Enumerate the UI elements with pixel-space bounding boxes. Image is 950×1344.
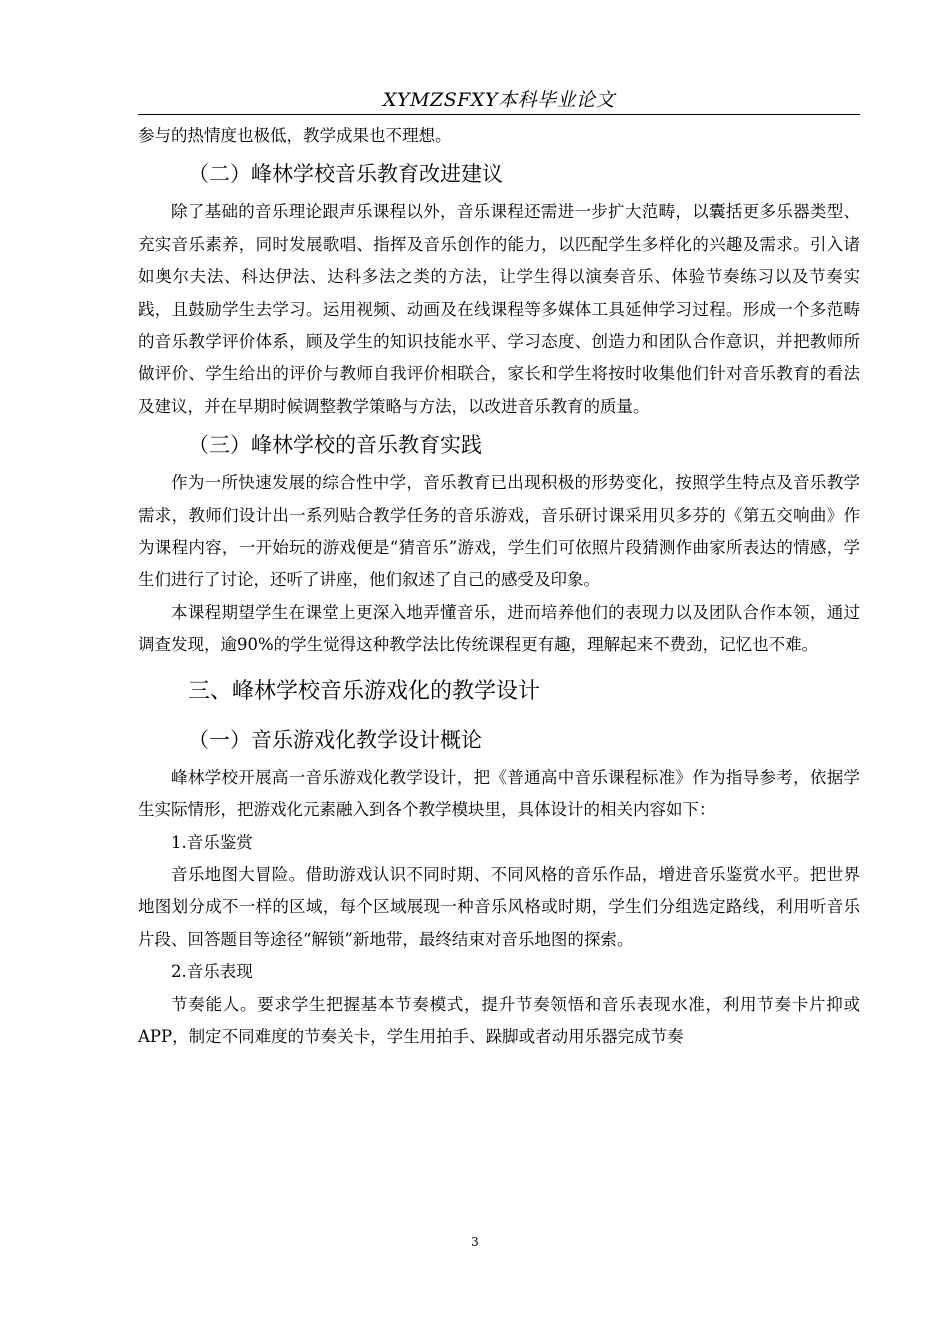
- paragraph: 本课程期望学生在课堂上更深入地弄懂音乐，进而培养他们的表现力以及团队合作本领，通过调查发现，逾90%的学生觉得这种教学法比传统课程更有趣，理解起来不费劲，记忆也不难。: [138, 602, 860, 655]
- section-heading: （二）峰林学校音乐教育改进建议: [188, 162, 503, 187]
- section-heading: （三）峰林学校的音乐教育实践: [188, 433, 482, 458]
- paragraph: 峰林学校开展高一音乐游戏化教学设计，把《普通高中音乐课程标准》作为指导参考，依据学生实际情形，把游戏化元素融入到各个教学模块里，具体设计的相关内容如下：: [138, 767, 860, 820]
- list-heading: 1.音乐鉴赏: [171, 832, 253, 852]
- header-title: XYMZSFXY本科毕业论文: [383, 89, 615, 111]
- list-heading: 2.音乐表现: [171, 962, 253, 982]
- paragraph: 参与的热情度也极低，教学成果也不理想。: [138, 126, 452, 145]
- paragraph: 除了基础的音乐理论跟声乐课程以外，音乐课程还需进一步扩大范畴，以囊括更多乐器类型、充实音乐素养，同时发展歌唱、指挥及音乐创作的能力，以匹配学生多样化的兴趣及需求。引入诸如奥尔夫法、科达伊法、达科多法之类的方法，让学生得以演奏音乐、体验节奏练习以及节奏实践，且鼓励学生去学习。运用视频、动画及在线课程等多媒体工具延伸学习过程。形成一个多范畴的音乐教学评价体系，顾及学生的知识技能水平、学习态度、创造力和团队合作意识，并把教师所做评价、学生给出的评价与教师自我评价相联合，家长和学生将按时收集他们针对音乐教育的看法及建议，并在早期时候调整教学策略与方法，以改进音乐教育的质量。: [138, 202, 860, 416]
- paragraph: 节奏能人。要求学生把握基本节奏模式，提升节奏领悟和音乐表现水准，利用节奏卡片抑或APP，制定不同难度的节奏关卡，学生用拍手、跺脚或者动用乐器完成节奏: [138, 994, 860, 1046]
- paragraph: 作为一所快速发展的综合性中学，音乐教育已出现积极的形势变化，按照学生特点及音乐教学需求，教师们设计出一系列贴合教学任务的音乐游戏，音乐研讨课采用贝多芬的《第五交响曲》作为课程内容，一开始玩的游戏便是“猜音乐”游戏，学生们可依照片段猜测作曲家所表达的情感，学生们进行了讨论，还听了讲座，他们叙述了自己的感受及印象。: [138, 473, 860, 590]
- chapter-heading: 三、峰林学校音乐游戏化的教学设计: [188, 678, 541, 704]
- section-heading: （一）音乐游戏化教学设计概论: [188, 727, 482, 752]
- paragraph: 音乐地图大冒险。借助游戏认识不同时期、不同风格的音乐作品，增进音乐鉴赏水平。把世界地图划分成不一样的区域，每个区域展现一种音乐风格或时期，学生们分组选定路线，利用听音乐片段、回答题目等途径“解锁”新地带，最终结束对音乐地图的探索。: [138, 864, 860, 949]
- page-number: 3: [471, 1235, 479, 1249]
- document-body: [138, 120, 860, 1053]
- running-header: [138, 86, 860, 115]
